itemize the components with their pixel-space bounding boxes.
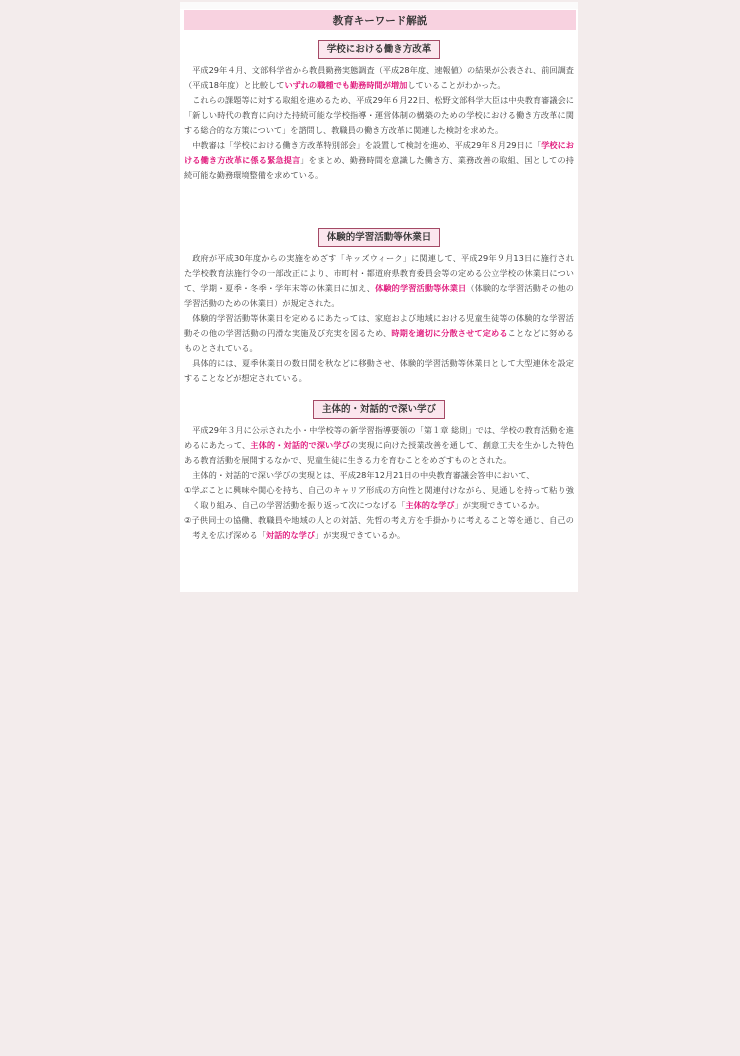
paragraph: 体験的学習活動等休業日を定めるにあたっては、家庭および地域における児童生徒等の体験的な学習活動その他の学習活動の円滑な実施及び充実を図るため、時期を適切に分散させて定めることなどに努めるものとされている。 <box>184 313 574 353</box>
paragraph: 主体的・対話的で深い学びの実現とは、平成28年12月21日の中央教育審議会答申において、 <box>192 470 535 480</box>
highlight-text: 対話的な学び <box>265 530 316 540</box>
section-heading-experiential-holiday <box>180 228 578 247</box>
page-title: 教育キーワード解説 <box>184 10 576 30</box>
highlight-text: 主体的な学び <box>405 500 455 510</box>
paragraph: 政府が平成30年度からの実施をめざす「キッズウィーク」に関連して、平成29年９月13日に施行された学校教育法施行令の一部改正により、市町村・都道府県教育委員会等の定める公立学校の休業日について、学期・夏季・冬季・学年末等の休業日に加え、体験的学習活動等休業日（体験的な学習活動その他の学習活動のための休業日）が規定された。 <box>184 253 574 308</box>
paragraph: 中教審は「学校における働き方改革特別部会」を設置して検討を進め、平成29年８月29日に「学校における働き方改革に係る緊急提言」をまとめ、勤務時間を意識した働き方、業務改善の取組、国としての持続可能な勤務環境整備を求めている。 <box>184 140 574 180</box>
section-body-deep-learning <box>184 423 574 543</box>
section-body-experiential-holiday <box>184 251 574 386</box>
highlight-text: 学校における働き方改革に係る緊急提言 <box>184 140 574 165</box>
paragraph: これらの課題等に対する取組を進めるため、平成29年６月22日、松野文部科学大臣は中央教育審議会に「新しい時代の教育に向けた持続可能な学校指導・運営体制の構築のための学校における働き方改革に関する総合的な方策について」を諮問し、教職員の働き方改革に関連した検討を求めた。 <box>184 95 574 135</box>
section-heading-label: 学校における働き方改革 <box>318 40 441 59</box>
paragraph: 平成29年４月、文部科学省から教員勤務実態調査（平成28年度、速報値）の結果が公表され、前回調査（平成18年度）と比較していずれの職種でも勤務時間が増加していることがわかった。 <box>184 65 574 90</box>
article-page <box>180 2 578 592</box>
section-heading-label: 体験的学習活動等休業日 <box>318 228 441 247</box>
top-strip <box>180 2 578 9</box>
paragraph: 具体的には、夏季休業日の数日間を秋などに移動させ、体験的学習活動等休業日として大型連休を設定することなどが想定されている。 <box>184 358 574 383</box>
section-heading-workstyle-reform <box>180 40 578 59</box>
highlight-text: 主体的・対話的で深い学び <box>250 440 350 450</box>
paragraph: 平成29年３月に公示された小・中学校等の新学習指導要領の「第１章 総則」では、学校の教育活動を進めるにあたって、主体的・対話的で深い学びの実現に向けた授業改善を通して、創意工夫を生かした特色ある教育活動を展開するなかで、児童生徒に生きる力を育むことをめざすものとされた。 <box>184 425 574 465</box>
section-body-workstyle-reform <box>184 63 574 183</box>
highlight-text: 体験的学習活動等休業日 <box>375 283 467 293</box>
section-heading-deep-learning <box>180 400 578 419</box>
list-item: ①学ぶことに興味や関心を持ち、自己のキャリア形成の方向性と関連付けながら、見通しを持って粘り強く取り組み、自己の学習活動を振り返って次につなげる「主体的な学び」が実現できているか。 <box>184 485 574 510</box>
section-heading-label: 主体的・対話的で深い学び <box>313 400 445 419</box>
highlight-text: いずれの職種でも勤務時間が増加 <box>284 80 408 90</box>
list-item: ②子供同士の協働、教職員や地域の人との対話、先哲の考え方を手掛かりに考えること等を通じ、自己の考えを広げ深める「対話的な学び」が実現できているか。 <box>184 515 574 540</box>
highlight-text: 時期を適切に分散させて定める <box>391 328 508 338</box>
